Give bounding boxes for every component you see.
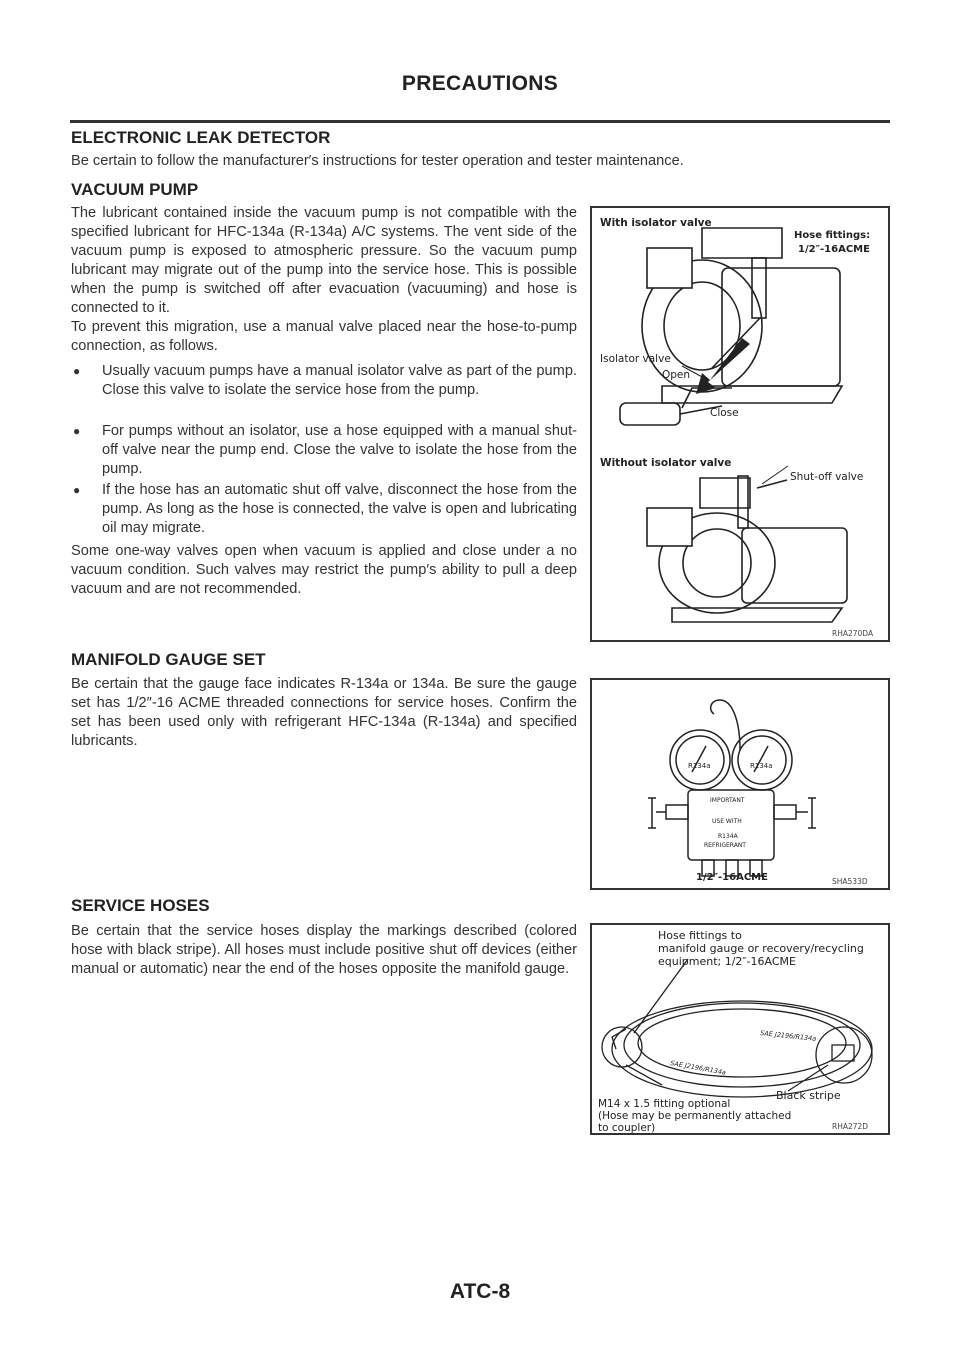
vacuum-pump-figure <box>590 206 890 642</box>
hose-marking: SAE J2196/R134a <box>759 1029 817 1043</box>
hose-bottom-line3: to coupler) <box>598 1122 656 1133</box>
heading-service-hoses: SERVICE HOSES <box>71 896 210 915</box>
vacuum-pump-para2: To prevent this migration, use a manual valve placed near the hose-to-pump connection, as follows. <box>71 319 577 354</box>
hose-bottom-line1: M14 x 1.5 fitting optional <box>598 1098 731 1110</box>
manifold-text: Be certain that the gauge face indicates R-134a or 134a. Be sure the gauge set has 1/2″-16 ACME threaded connections for service hoses. Confirm the set has been used only with refrigerant HFC-134a (R-134a) and specified lubricants. <box>71 676 577 749</box>
hose-label-line3: equipment; 1/2″-16ACME <box>658 955 796 968</box>
page-number: ATC-8 <box>449 1280 511 1303</box>
figure-code: RHA270DA <box>832 629 874 638</box>
page-title: PRECAUTIONS <box>401 72 559 95</box>
leak-detector-text: Be certain to follow the manufacturer′s instructions for tester operation and tester maintenance. <box>71 153 684 169</box>
label-close: Close <box>710 407 739 419</box>
hose-label-line2: manifold gauge or recovery/recycling <box>658 942 864 955</box>
label-isolator-valve: Isolator valve <box>600 353 671 365</box>
hose-label-line1: Hose fittings to <box>658 929 742 942</box>
label-open: Open <box>662 369 691 381</box>
label-hose-fittings: Hose fittings: <box>794 230 871 241</box>
service-hose-figure <box>590 923 890 1135</box>
manifold-gauge-figure <box>590 678 890 890</box>
hose-marking: SAE J2196/R134a <box>669 1059 727 1077</box>
title-rule <box>70 120 890 123</box>
bullet-item: ● If the hose has an automatic shut off valve, disconnect the hose from the pump. As long as the hose is connected, the valve is open and lubricating oil may migrate. <box>73 482 577 536</box>
bullet-dot-icon: ● <box>73 483 81 497</box>
figure-code: RHA272D <box>832 1122 869 1131</box>
label-black-stripe: Black stripe <box>776 1089 841 1102</box>
heading-manifold-gauge: MANIFOLD GAUGE SET <box>71 650 266 669</box>
heading-leak-detector: ELECTRONIC LEAK DETECTOR <box>71 128 331 147</box>
plate-use-with: USE WITH <box>712 818 742 825</box>
label-shutoff-valve: Shut-off valve <box>790 471 864 483</box>
heading-vacuum-pump: VACUUM PUMP <box>71 180 199 199</box>
label-with-isolator: With isolator valve <box>600 217 712 229</box>
bullet-dot-icon: ● <box>73 364 81 378</box>
label-without-isolator: Without isolator valve <box>600 457 732 469</box>
plate-important: IMPORTANT <box>710 797 745 804</box>
thread-label: 1/2″-16ACME <box>696 872 768 883</box>
label-acme: 1/2″-16ACME <box>798 244 870 255</box>
bullet-item: ● For pumps without an isolator, use a hose equipped with a manual shut-off valve near the pump end. Close the valve to isolate the hose from the pump. <box>73 423 577 477</box>
bullet-dot-icon: ● <box>73 424 81 438</box>
bullet-item: ● Usually vacuum pumps have a manual isolator valve as part of the pump. Close this valve to isolate the service hose from the pump. <box>73 363 577 398</box>
plate-r134a: R134A <box>718 833 738 840</box>
service-hoses-text: Be certain that the service hoses display the markings described (colored hose with black stripe). All hoses must include positive shut off devices (either manual or automatic) near the end of the hoses opposite the manifold gauge. <box>71 923 577 977</box>
figure-code: SHA533D <box>832 877 868 886</box>
gauge-left-label: R134a <box>688 762 711 770</box>
vacuum-pump-para1: The lubricant contained inside the vacuum pump is not compatible with the specified lubricant for HFC-134a (R-134a) A/C systems. The vent side of the vacuum pump is exposed to atmospheric pressure. So the vacuum pump lubricant may migrate out of the pump into the service hose. This is possible when the pump is switched off after evacuation (vacuuming) and hose is connected to it. <box>71 205 577 316</box>
vacuum-pump-para3: Some one-way valves open when vacuum is applied and close under a no vacuum condition. Such valves may restrict the pump′s ability to pull a deep vacuum and are not recommended. <box>71 543 577 597</box>
hose-bottom-line2: (Hose may be permanently attached <box>598 1110 792 1122</box>
plate-refrigerant: REFRIGERANT <box>704 842 746 849</box>
gauge-right-label: R134a <box>750 762 773 770</box>
